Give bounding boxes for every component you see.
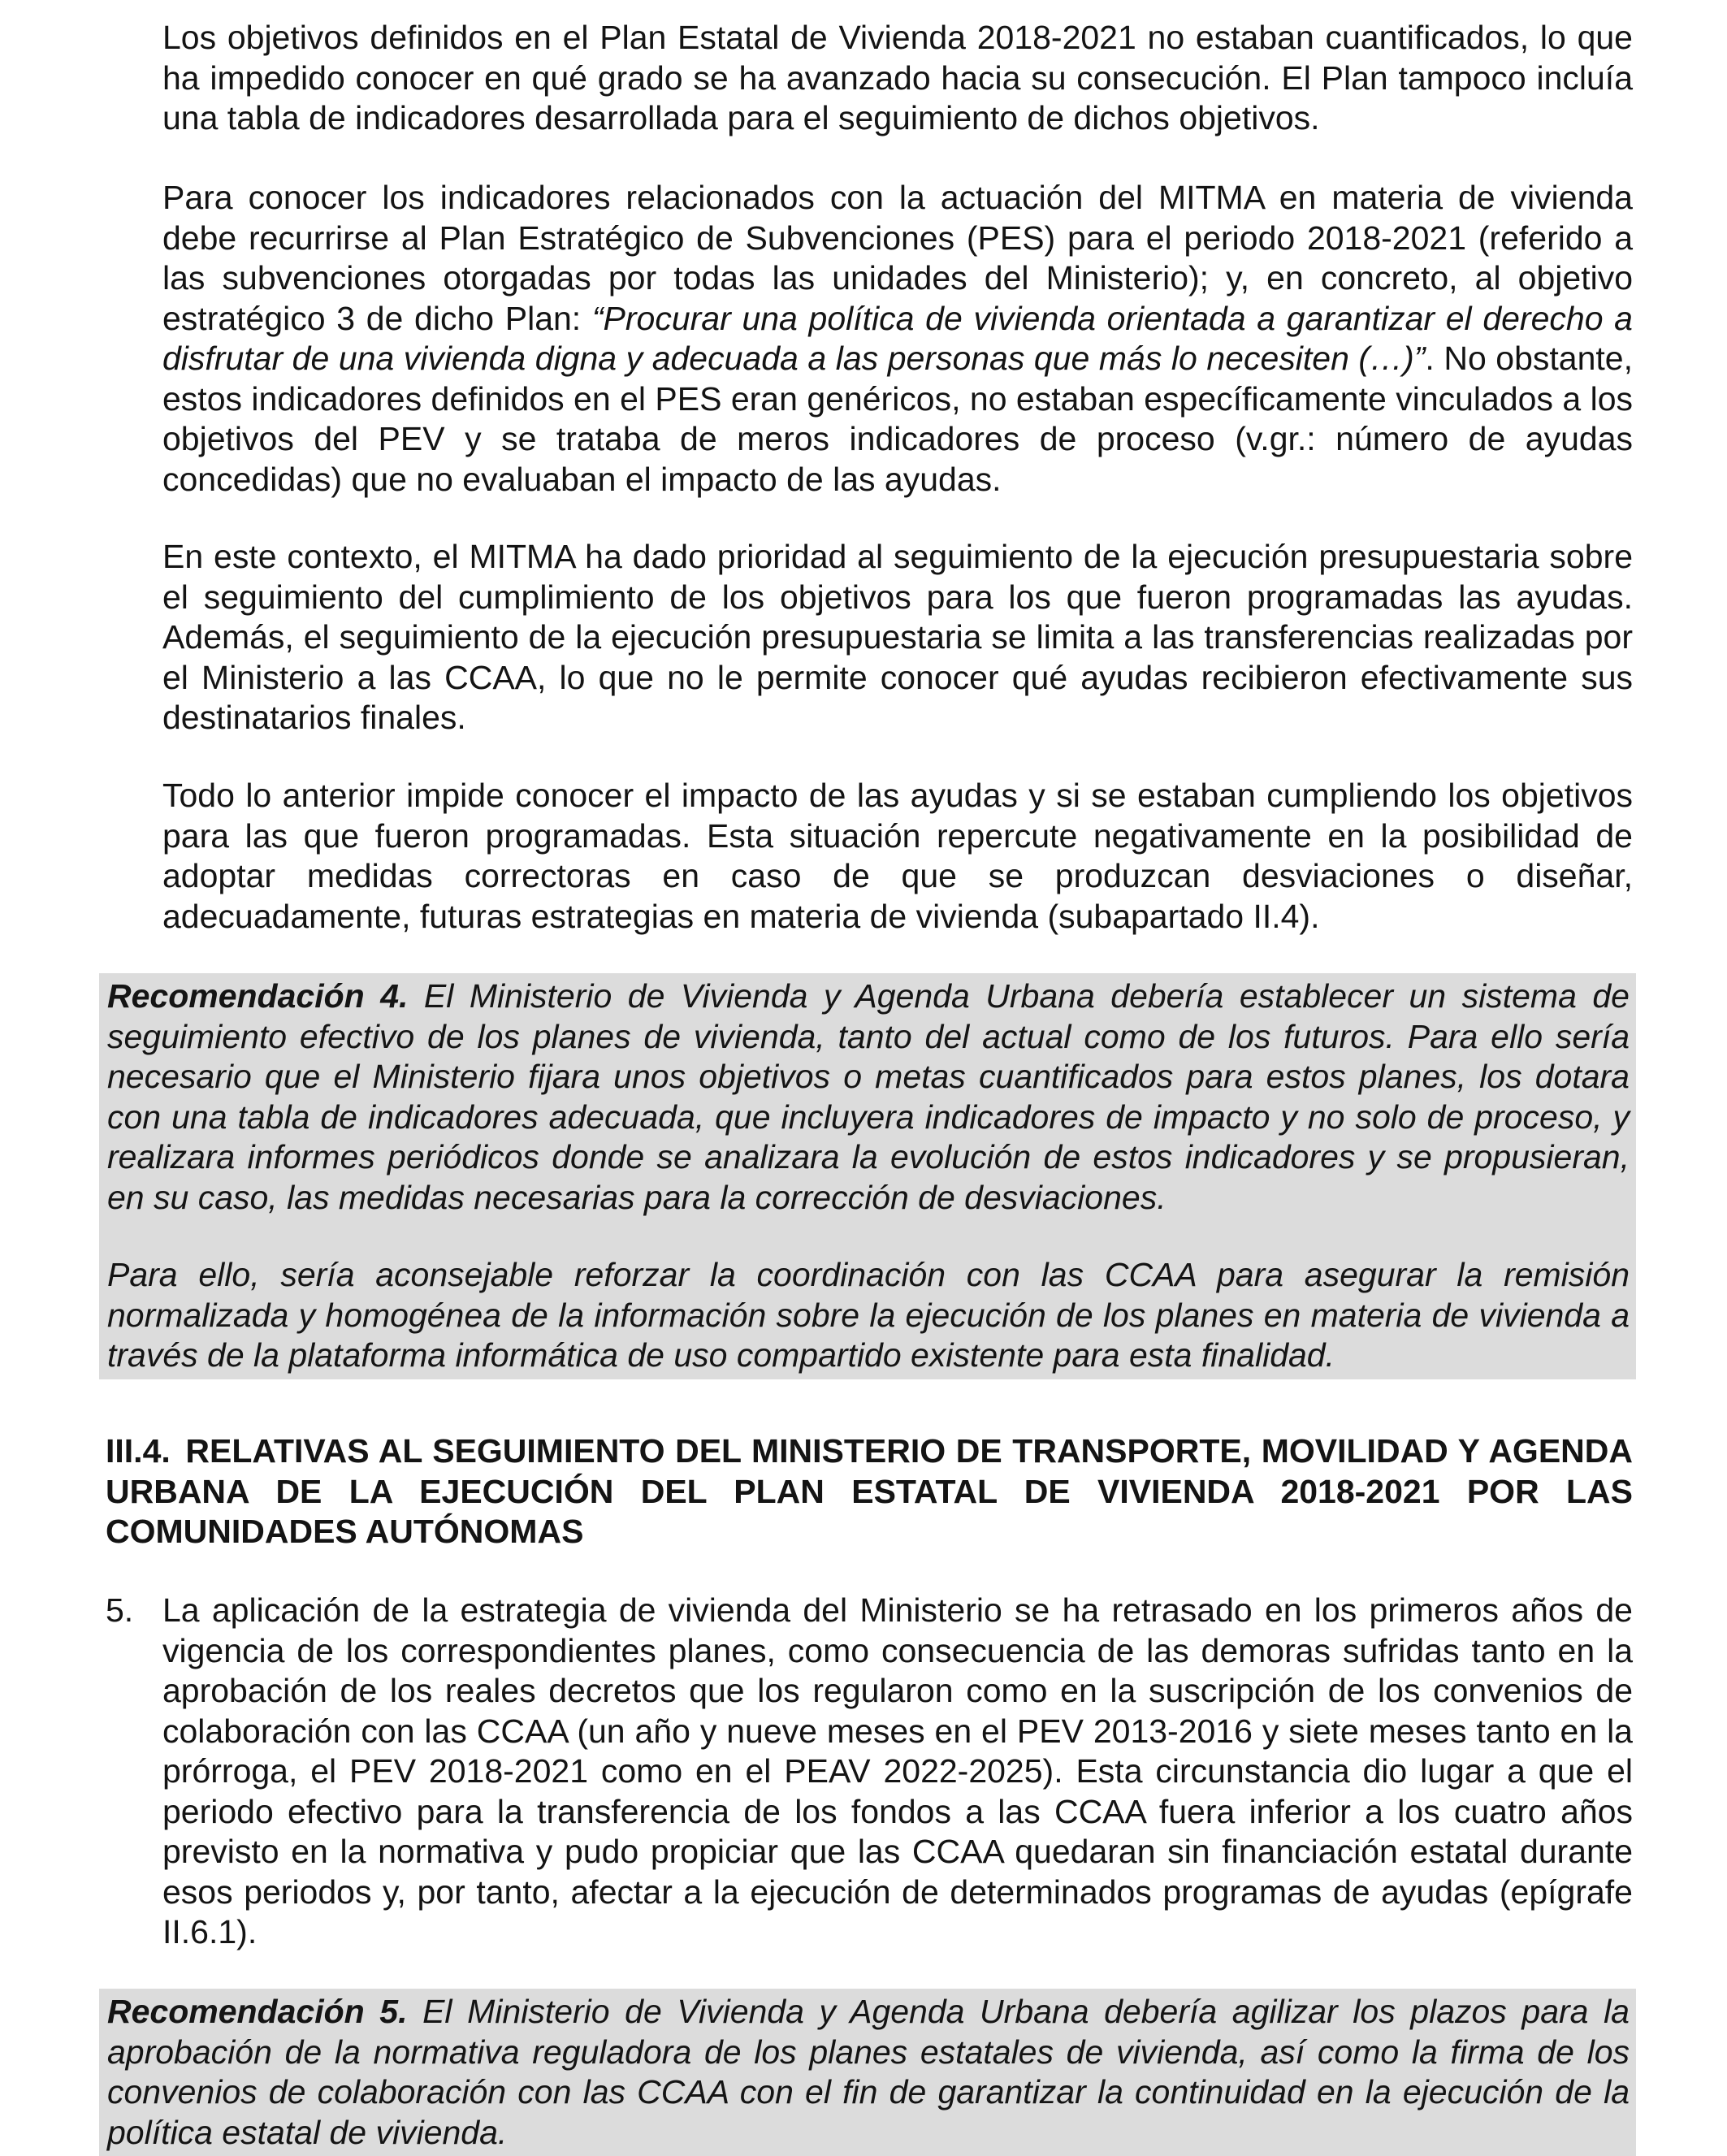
recommendation-4-body: El Ministerio de Vivienda y Agenda Urbana debería establecer un sistema de seguimiento efectivo de los planes de vivienda, tanto del actual como de los futuros. Para ello sería necesario que el Ministerio fijara unos objetivos o metas cuantificados para estos planes, los dotara con una tabla de indicadores adecuada, que incluyera indicadores de impacto y no solo de proceso, y realizara informes periódicos donde se analizara la evolución de estos indicadores y se propusieran, en su caso, las medidas necesarias para la corrección de desviaciones. [107,977,1630,1216]
paragraph-indicators-intro: Para conocer los indicadores relacionados con la actuación del MITMA en materia de vivienda debe recurrirse al Plan Estratégico de Subvenciones (PES) para el periodo 2018-2021 (referido a las subvenciones otorgadas por todas las unidades del Ministerio); y, en concreto, al objetivo estratégico 3 de dicho Plan: [162,179,1633,337]
paragraph-impact: Todo lo anterior impide conocer el impacto de las ayudas y si se estaban cumpliendo los objetivos para las que fueron programadas. Esta situación repercute negativamente en la posibilidad de adoptar medidas correctoras en caso de que se produzcan desviaciones o diseñar, adecuadamente, futuras estrategias en materia de vivienda (subapartado II.4). [162,777,1633,935]
section-title: RELATIVAS AL SEGUIMIENTO DEL MINISTERIO DE TRANSPORTE, MOVILIDAD Y AGENDA URBANA DE LA EJECUCIÓN DEL PLAN ESTATAL DE VIVIENDA 2018-2021 POR LAS COMUNIDADES AUTÓNOMAS [106,1432,1633,1550]
recommendation-4-label: Recomendación 4. [107,977,409,1015]
section-number: III.4. [106,1432,171,1470]
paragraph-indicators [162,178,1633,500]
strategic-objective-quote: “Procurar una política de vivienda orientada a garantizar el derecho a disfrutar de una vivienda digna y adecuada a las personas que más lo necesiten (…)” [162,299,1633,377]
paragraph-objectives: Los objetivos definidos en el Plan Estatal de Vivienda 2018-2021 no estaban cuantificados, lo que ha impedido conocer en qué grado se ha avanzado hacia su consecución. El Plan tampoco incluía una tabla de indicadores desarrollada para el seguimiento de dichos objetivos. [162,19,1633,136]
recommendation-4-text [107,976,1630,1218]
recommendation-5-body: El Ministerio de Vivienda y Agenda Urbana debería agilizar los plazos para la aprobación de la normativa reguladora de los planes estatales de vivienda, así como la firma de los convenios de colaboración con las CCAA con el fin de garantizar la continuidad en la ejecución de la política estatal de vivienda. [107,1993,1630,2151]
recommendation-4-followup: Para ello, sería aconsejable reforzar la coordinación con las CCAA para asegurar la remisión normalizada y homogénea de la información sobre la ejecución de los planes en materia de vivienda a través de la plataforma informática de uso compartido existente para esta finalidad. [107,1256,1630,1374]
paragraph-budget-context: En este contexto, el MITMA ha dado prioridad al seguimiento de la ejecución presupuestaria sobre el seguimiento del cumplimiento de los objetivos para los que fueron programadas las ayudas. Además, el seguimiento de la ejecución presupuestaria se limita a las transferencias realizadas por el Ministerio a las CCAA, lo que no le permite conocer qué ayudas recibieron efectivamente sus destinatarios finales. [162,538,1633,736]
recommendation-5-text [107,1992,1630,2153]
paragraph-indicators-rest: . No obstante, estos indicadores definidos en el PES eran genéricos, no estaban específicamente vinculados a los objetivos del PEV y se trataba de meros indicadores de proceso (v.gr.: número de ayudas concedidas) que no evaluaban el impacto de las ayudas. [162,340,1633,498]
section-heading [106,1431,1633,1552]
finding-number: 5. [106,1591,134,1629]
finding-text: La aplicación de la estrategia de vivienda del Ministerio se ha retrasado en los primeros años de vigencia de los correspondientes planes, como consecuencia de las demoras sufridas tanto en la aprobación de los reales decretos que los regularon como en la suscripción de los convenios de colaboración con las CCAA (un año y nueve meses en el PEV 2013-2016 y siete meses tanto en la prórroga, el PEV 2018-2021 como en el PEAV 2022-2025). Esta circunstancia dio lugar a que el periodo efectivo para la transferencia de los fondos a las CCAA fuera inferior a los cuatro años previsto en la normativa y pudo propiciar que las CCAA quedaran sin financiación estatal durante esos periodos y, por tanto, afectar a la ejecución de determinados programas de ayudas (epígrafe II.6.1). [162,1591,1633,1950]
finding-item-5 [106,1591,1633,1953]
recommendation-5-label: Recomendación 5. [107,1993,408,2030]
recommendation-4-box [99,973,1636,1379]
recommendation-5-box [99,1989,1636,2156]
